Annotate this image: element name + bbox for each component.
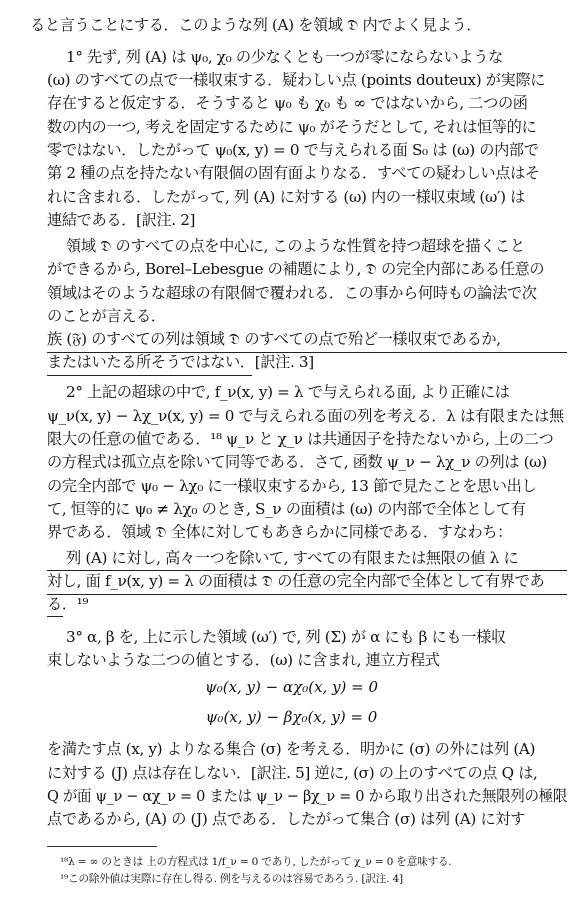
footnote: ¹⁹この除外値は実際に存在し得る. 例を与えるのは容易であろう. [訳注. 4] [60,873,403,885]
text-line: 第 2 種の点を持たない有限個の固有面よりなる．すべての疑わしい点はそ [47,164,540,182]
text-line: のことが言える． [47,307,166,325]
text-line: を満たす点 (x, y) よりなる集合 (σ) を考える．明かに (σ) の外には列 (A) [47,740,536,758]
text-line: ψ_ν(x, y) − λχ_ν(x, y) = 0 で与えられる面の列を考える．λ は有限または無 [47,407,564,425]
text-line: 2° 上記の超球の中で, f_ν(x, y) = λ で与えられる面, より正確には [66,383,510,401]
text-line: 族 (𝔉) のすべての列は領域 𝔇 のすべての点で殆ど一様収束であるか, [47,330,501,348]
text-line: 界である．領域 𝔇 全体に対してもあきらかに同様である．すなわち： [47,523,512,541]
text-line: ると言うことにする．このような列 (A) を領域 𝔇 内でよく見よう． [30,16,482,34]
text-line: の完全内部で ψ₀ − λχ₀ に一様収束するから, 13 節で見たことを思い出し [47,477,537,495]
footnote-rule [47,846,157,847]
text-line: 零ではない．したがって ψ₀(x, y) = 0 で与えられる面 S₀ は (ω) の内部で [47,141,539,159]
text-line: 領域はそのような超球の有限個で覆われる．この事から何時もの論法で次 [47,284,537,302]
text-line: ができるから, Borel–Lebesgue の補題により, 𝔇 の完全内部にある任意の [47,260,545,278]
text-line: 限大の任意の値である．¹⁸ ψ_ν と χ_ν は共通因子を持たないから, 上の二つ [47,430,554,448]
text-line: (ω) のすべての点で一様収束する．疑わしい点 (points douteux) が実際に [47,71,546,89]
text-line: Q が面 ψ_ν − αχ_ν = 0 または ψ_ν − βχ_ν = 0 から取り出された無限列の極限 [47,787,568,805]
text-line: 点であるから, (A) の (J) 点である．したがって集合 (σ) は列 (A) に対す [47,810,525,828]
text-line: 連結である．[訳注. 2] [47,211,196,229]
text-line: る．¹⁹ [47,595,89,613]
text-line: 列 (A) に対し, 高々一つを除いて, すべての有限または無限の値 λ に [66,549,519,567]
text-line: 存在すると仮定する．そうすると ψ₀ も χ₀ も ∞ ではないから, 二つの函 [47,94,528,112]
text-line: の方程式は孤立点を除いて同等である．さて, 函数 ψ_ν − λχ_ν の列は (ω) [47,453,547,471]
equation: ψ₀(x, y) − αχ₀(x, y) = 0 [204,678,379,696]
text-line: れに含まれる．したがって, 列 (A) に対する (ω) 内の一様収束域 (ω′) は [47,188,525,206]
text-line: 数の内の一つ, 考えを固定するために ψ₀ がそうだとして, それは恒等的に [47,118,537,136]
text-line: 対し, 面 f_ν(x, y) = λ の面積は 𝔇 の任意の完全内部で全体として有界であ [47,572,545,590]
text-line: 束しないような二つの値とする．(ω) に含まれ, 連立方程式 [47,651,440,669]
text-line: 領域 𝔇 のすべての点を中心に, このような性質を持つ超球を描くこと [66,237,525,255]
footnote: ¹⁸λ = ∞ のときは 上の方程式は 1/f_ν = 0 であり, したがって χ_ν = 0 を意味する. [60,856,452,868]
text-line: て, 恒等的に ψ₀ ≠ λχ₀ のとき, S_ν の面積は (ω) の内部で全体として有 [47,500,526,518]
underline-rule [47,616,63,617]
text-line: 3° α, β を, 上に示した領域 (ω′) で, 列 (Σ) が α にも β にも一様収 [66,628,506,646]
equation: ψ₀(x, y) − βχ₀(x, y) = 0 [205,708,378,726]
text-line: 1° 先ず, 列 (A) は ψ₀, χ₀ の少なくとも一つが零にならないような [66,48,503,66]
text-line: またはいたる所そうではない．[訳注. 3] [47,353,314,371]
underline-rule [47,375,252,376]
text-line: に対する (J) 点は存在しない．[訳注. 5] 逆に, (σ) の上のすべての点 Q は, [47,764,538,782]
